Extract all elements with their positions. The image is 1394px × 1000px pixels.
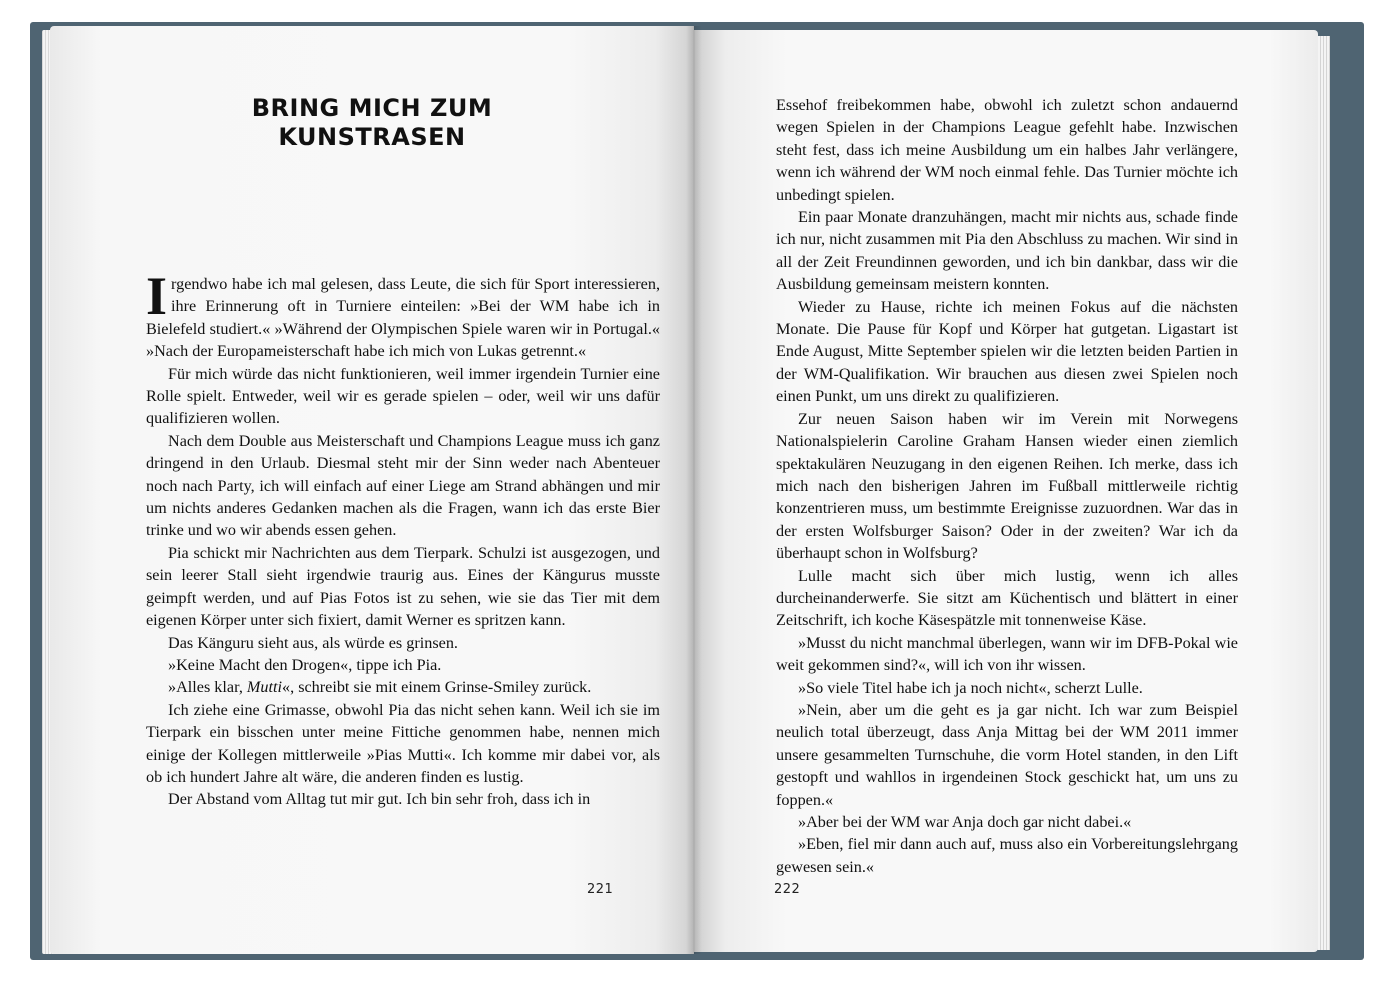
chapter-title-line-2: KUNSTRASEN (278, 123, 466, 151)
paragraph: Das Känguru sieht aus, als würde es grinsen. (168, 633, 458, 652)
paragraph: »Eben, fiel mir dann auch auf, muss also ein Vorbereitungslehrgang gewesen sein.« (776, 835, 1238, 876)
paragraph: Essehof freibekommen habe, obwohl ich zuletzt schon andauernd wegen Spielen in der Champions League gefehlt habe. Inzwischen steht fest, dass ich meine Ausbildung um ein halbes Jahr verlängere, wenn ich während der WM noch einmal fehle. Das Turnier möchte ich unbedingt spielen. (776, 96, 1238, 204)
paragraph: Nach dem Double aus Meisterschaft und Champions League muss ich ganz dringend in den Urlaub. Diesmal steht mir der Sinn weder nach Abenteuer noch nach Party, ich will einfach auf einer Liege am Strand abhängen und mir um nichts anderes Gedanken machen als die Fragen, wann ich das erste Bier trinke und wo wir abends essen gehen. (146, 431, 660, 540)
paragraph: Pia schickt mir Nachrichten aus dem Tierpark. Schulzi ist ausgezogen, und sein leerer Stall sieht irgendwie traurig aus. Eines der Kängurus musste geimpft werden, und auf Pias Fotos ist zu sehen, wie sie das Tier mit dem eigenen Körper unter sich fixiert, damit Werner es spritzen kann. (146, 543, 660, 630)
paragraph: »Keine Macht den Drogen«, tippe ich Pia. (168, 655, 442, 674)
paragraph: Irgendwo habe ich mal gelesen, dass Leute, die sich für Sport interessieren, ihre Erinnerung oft in Turniere einteilen: »Bei der WM habe ich in Bielefeld studiert.« »Während der Olympischen Spiele waren wir in Portugal.« »Nach der Europameisterschaft habe ich mich von Lukas getrennt.« (146, 266, 660, 361)
paragraph: Ein paar Monate dranzuhängen, macht mir nichts aus, schade finde ich nur, nicht zusammen mit Pia den Abschluss zu machen. Wir sind in all der Zeit Freundinnen geworden, und ich bin dankbar, dass wir die Ausbildung gemeinsam meistern konnten. (776, 208, 1238, 294)
paragraph-mutti: »Alles klar, Mutti«, schreibt sie mit einem Grinse-Smiley zurück. (168, 678, 592, 697)
right-page-body (776, 94, 1238, 878)
page-number-left: 221 (587, 882, 614, 897)
paragraph: Der Abstand vom Alltag tut mir gut. Ich bin sehr froh, dass ich in (168, 790, 591, 809)
paragraph: Lulle macht sich über mich lustig, wenn ich alles durcheinanderwerfe. Sie sitzt am Küchentisch und blättert in einer Zeitschrift, ich koche Käsespätzle mit tonnenweise Käse. (776, 566, 1238, 630)
paragraph: »So viele Titel habe ich ja noch nicht«, scherzt Lulle. (798, 678, 1143, 697)
paragraph: Zur neuen Saison haben wir im Verein mit Norwegens Nationalspielerin Caroline Graham Hansen wieder einen ziemlich spektakulären Neuzugang in den eigenen Reihen. Ich merke, dass ich mich nach den bisherigen Jahren im Fußball mittlerweile richtig konzentrieren muss, um bestimmte Ereignisse zuzuordnen. War das in der ersten Wolfsburger Saison? Oder in der zweiten? War ich da überhaupt schon in Wolfsburg? (776, 409, 1238, 563)
paragraph: Für mich würde das nicht funktionieren, weil immer irgendein Turnier eine Rolle spielt. Entweder, weil wir es gerade spielen – oder, weil wir uns dafür qualifizieren wollen. (146, 364, 660, 428)
chapter-title (50, 94, 694, 152)
page-number-right: 222 (774, 882, 801, 897)
paragraph: Ich ziehe eine Grimasse, obwohl Pia das nicht sehen kann. Weil ich sie im Tierpark ein bisschen unter meine Fittiche genommen habe, nennen mich einige der Kollegen mittlerweile »Pias Mutti«. Ich komme mir dabei vor, als ob ich hundert Jahre alt wäre, die anderen finden es lustig. (146, 700, 660, 786)
left-page (50, 26, 694, 954)
right-page (694, 30, 1318, 952)
book-gutter (686, 26, 702, 954)
paragraph: »Aber bei der WM war Anja doch gar nicht dabei.« (798, 813, 1132, 831)
emphasis-mutti: Mutti (246, 678, 282, 697)
paragraph: »Musst du nicht manchmal überlegen, wann wir im DFB-Pokal wie weit gekommen sind?«, will ich von ihr wissen. (776, 633, 1238, 675)
paragraph: Wieder zu Hause, richte ich meinen Fokus auf die nächsten Monate. Die Pause für Kopf und Körper hat gutgetan. Ligastart ist Ende August, Mitte September spielen wir die letzten beiden Partien in der WM-Qualifikation. Wir brauchen aus diesen zwei Spielen noch einen Punkt, um uns direkt zu qualifizieren. (776, 297, 1238, 406)
left-page-body (146, 266, 660, 811)
chapter-title-line-1: BRING MICH ZUM (251, 94, 493, 122)
drop-cap: I (146, 266, 168, 326)
paragraph: »Nein, aber um die geht es ja gar nicht. Ich war zum Beispiel neulich total überzeugt, dass Anja Mittag bei der WM 2011 immer unsere gesammelten Turnschuhe, die vorm Hotel standen, in den Lift gestopft und wahllos in irgendeinen Stock geschickt hat, um uns zu foppen.« (776, 700, 1238, 809)
